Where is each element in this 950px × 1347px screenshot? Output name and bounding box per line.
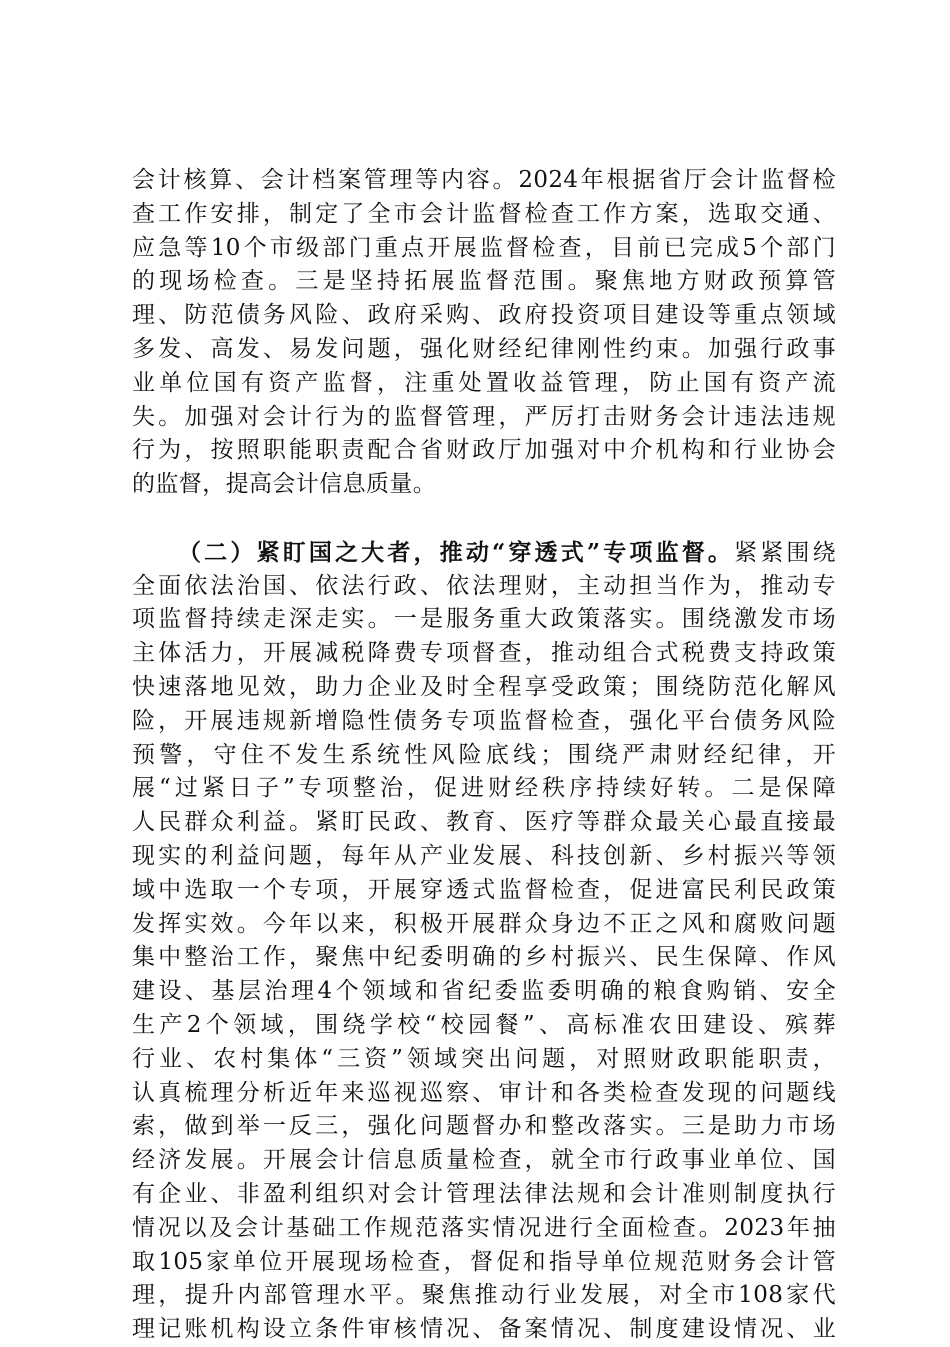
section-heading-line (132, 536, 836, 570)
text-line: 理、防范债务风险、政府采购、政府投资项目建设等重点领域 (132, 302, 836, 329)
text-line: 建设、基层治理4个领域和省纪委监委明确的粮食购销、安全 (132, 978, 836, 1005)
text-run: 紧紧围绕 (734, 539, 836, 566)
text-line: 全面依法治国、依法行政、依法理财，主动担当作为，推动专 (132, 572, 836, 599)
text-line: 现实的利益问题，每年从产业发展、科技创新、乡村振兴等领 (132, 842, 836, 869)
text-line: 情况以及会计基础工作规范落实情况进行全面检查。2023年抽 (132, 1214, 836, 1241)
section-heading: （二）紧盯国之大者，推动“穿透式”专项监督。 (178, 538, 735, 566)
text-line: 经济发展。开展会计信息质量检查，就全市行政事业单位、国 (132, 1147, 836, 1174)
text-line: 展“过紧日子”专项整治，促进财经秩序持续好转。二是保障 (132, 775, 836, 802)
text-line: 会计核算、会计档案管理等内容。2024年根据省厅会计监督检 (132, 167, 836, 193)
text-line: 失。加强对会计行为的监督管理，严厉打击财务会计违法违规 (132, 403, 836, 430)
text-line: 生产2个领域，围绕学校“校园餐”、高标准农田建设、殡葬 (132, 1011, 836, 1038)
text-line: 理，提升内部管理水平。聚焦推动行业发展，对全市108家代 (132, 1282, 836, 1309)
text-line: 险，开展违规新增隐性债务专项监督检查，强化平台债务风险 (132, 707, 836, 734)
text-line: 行为，按照职能职责配合省财政厅加强对中介机构和行业协会 (132, 437, 836, 464)
text-line: 集中整治工作，聚焦中纪委明确的乡村振兴、民生保障、作风 (132, 944, 836, 971)
text-line: 预警，守住不发生系统性风险底线；围绕严肃财经纪律，开 (132, 741, 836, 768)
text-line: 查工作安排，制定了全市会计监督检查工作方案，选取交通、 (132, 200, 836, 227)
text-line: 有企业、非盈利组织对会计管理法律法规和会计准则制度执行 (132, 1180, 836, 1207)
text-line: 认真梳理分析近年来巡视巡察、审计和各类检查发现的问题线 (132, 1079, 836, 1106)
text-line: 应急等10个市级部门重点开展监督检查，目前已完成5个部门 (132, 234, 836, 261)
text-line: 行业、农村集体“三资”领域突出问题，对照财政职能职责， (132, 1045, 836, 1072)
paragraph-1 (132, 164, 836, 502)
text-line: 多发、高发、易发问题，强化财经纪律刚性约束。加强行政事 (132, 335, 836, 362)
text-line: 人民群众利益。紧盯民政、教育、医疗等群众最关心最直接最 (132, 809, 836, 836)
text-line: 业单位国有资产监督，注重处置收益管理，防止国有资产流 (132, 369, 836, 396)
text-line: 理记账机构设立条件审核情况、备案情况、制度建设情况、业 (132, 1316, 836, 1343)
paragraph-2 (132, 536, 836, 1347)
text-line: 的现场检查。三是坚持拓展监督范围。聚焦地方财政预算管 (132, 268, 836, 295)
paragraph-spacer (132, 502, 836, 536)
text-line: 域中选取一个专项，开展穿透式监督检查，促进富民利民政策 (132, 876, 836, 903)
text-line: 取105家单位开展现场检查，督促和指导单位规范财务会计管 (132, 1248, 836, 1275)
text-line: 索，做到举一反三，强化问题督办和整改落实。三是助力市场 (132, 1113, 836, 1140)
text-line: 发挥实效。今年以来，积极开展群众身边不正之风和腐败问题 (132, 910, 836, 937)
document-page (132, 164, 836, 1347)
text-line: 快速落地见效，助力企业及时全程享受政策；围绕防范化解风 (132, 673, 836, 700)
text-line: 的监督，提高会计信息质量。 (132, 471, 437, 498)
text-line: 项监督持续走深走实。一是服务重大政策落实。围绕激发市场 (132, 606, 836, 633)
text-line: 主体活力，开展减税降费专项督查，推动组合式税费支持政策 (132, 640, 836, 667)
